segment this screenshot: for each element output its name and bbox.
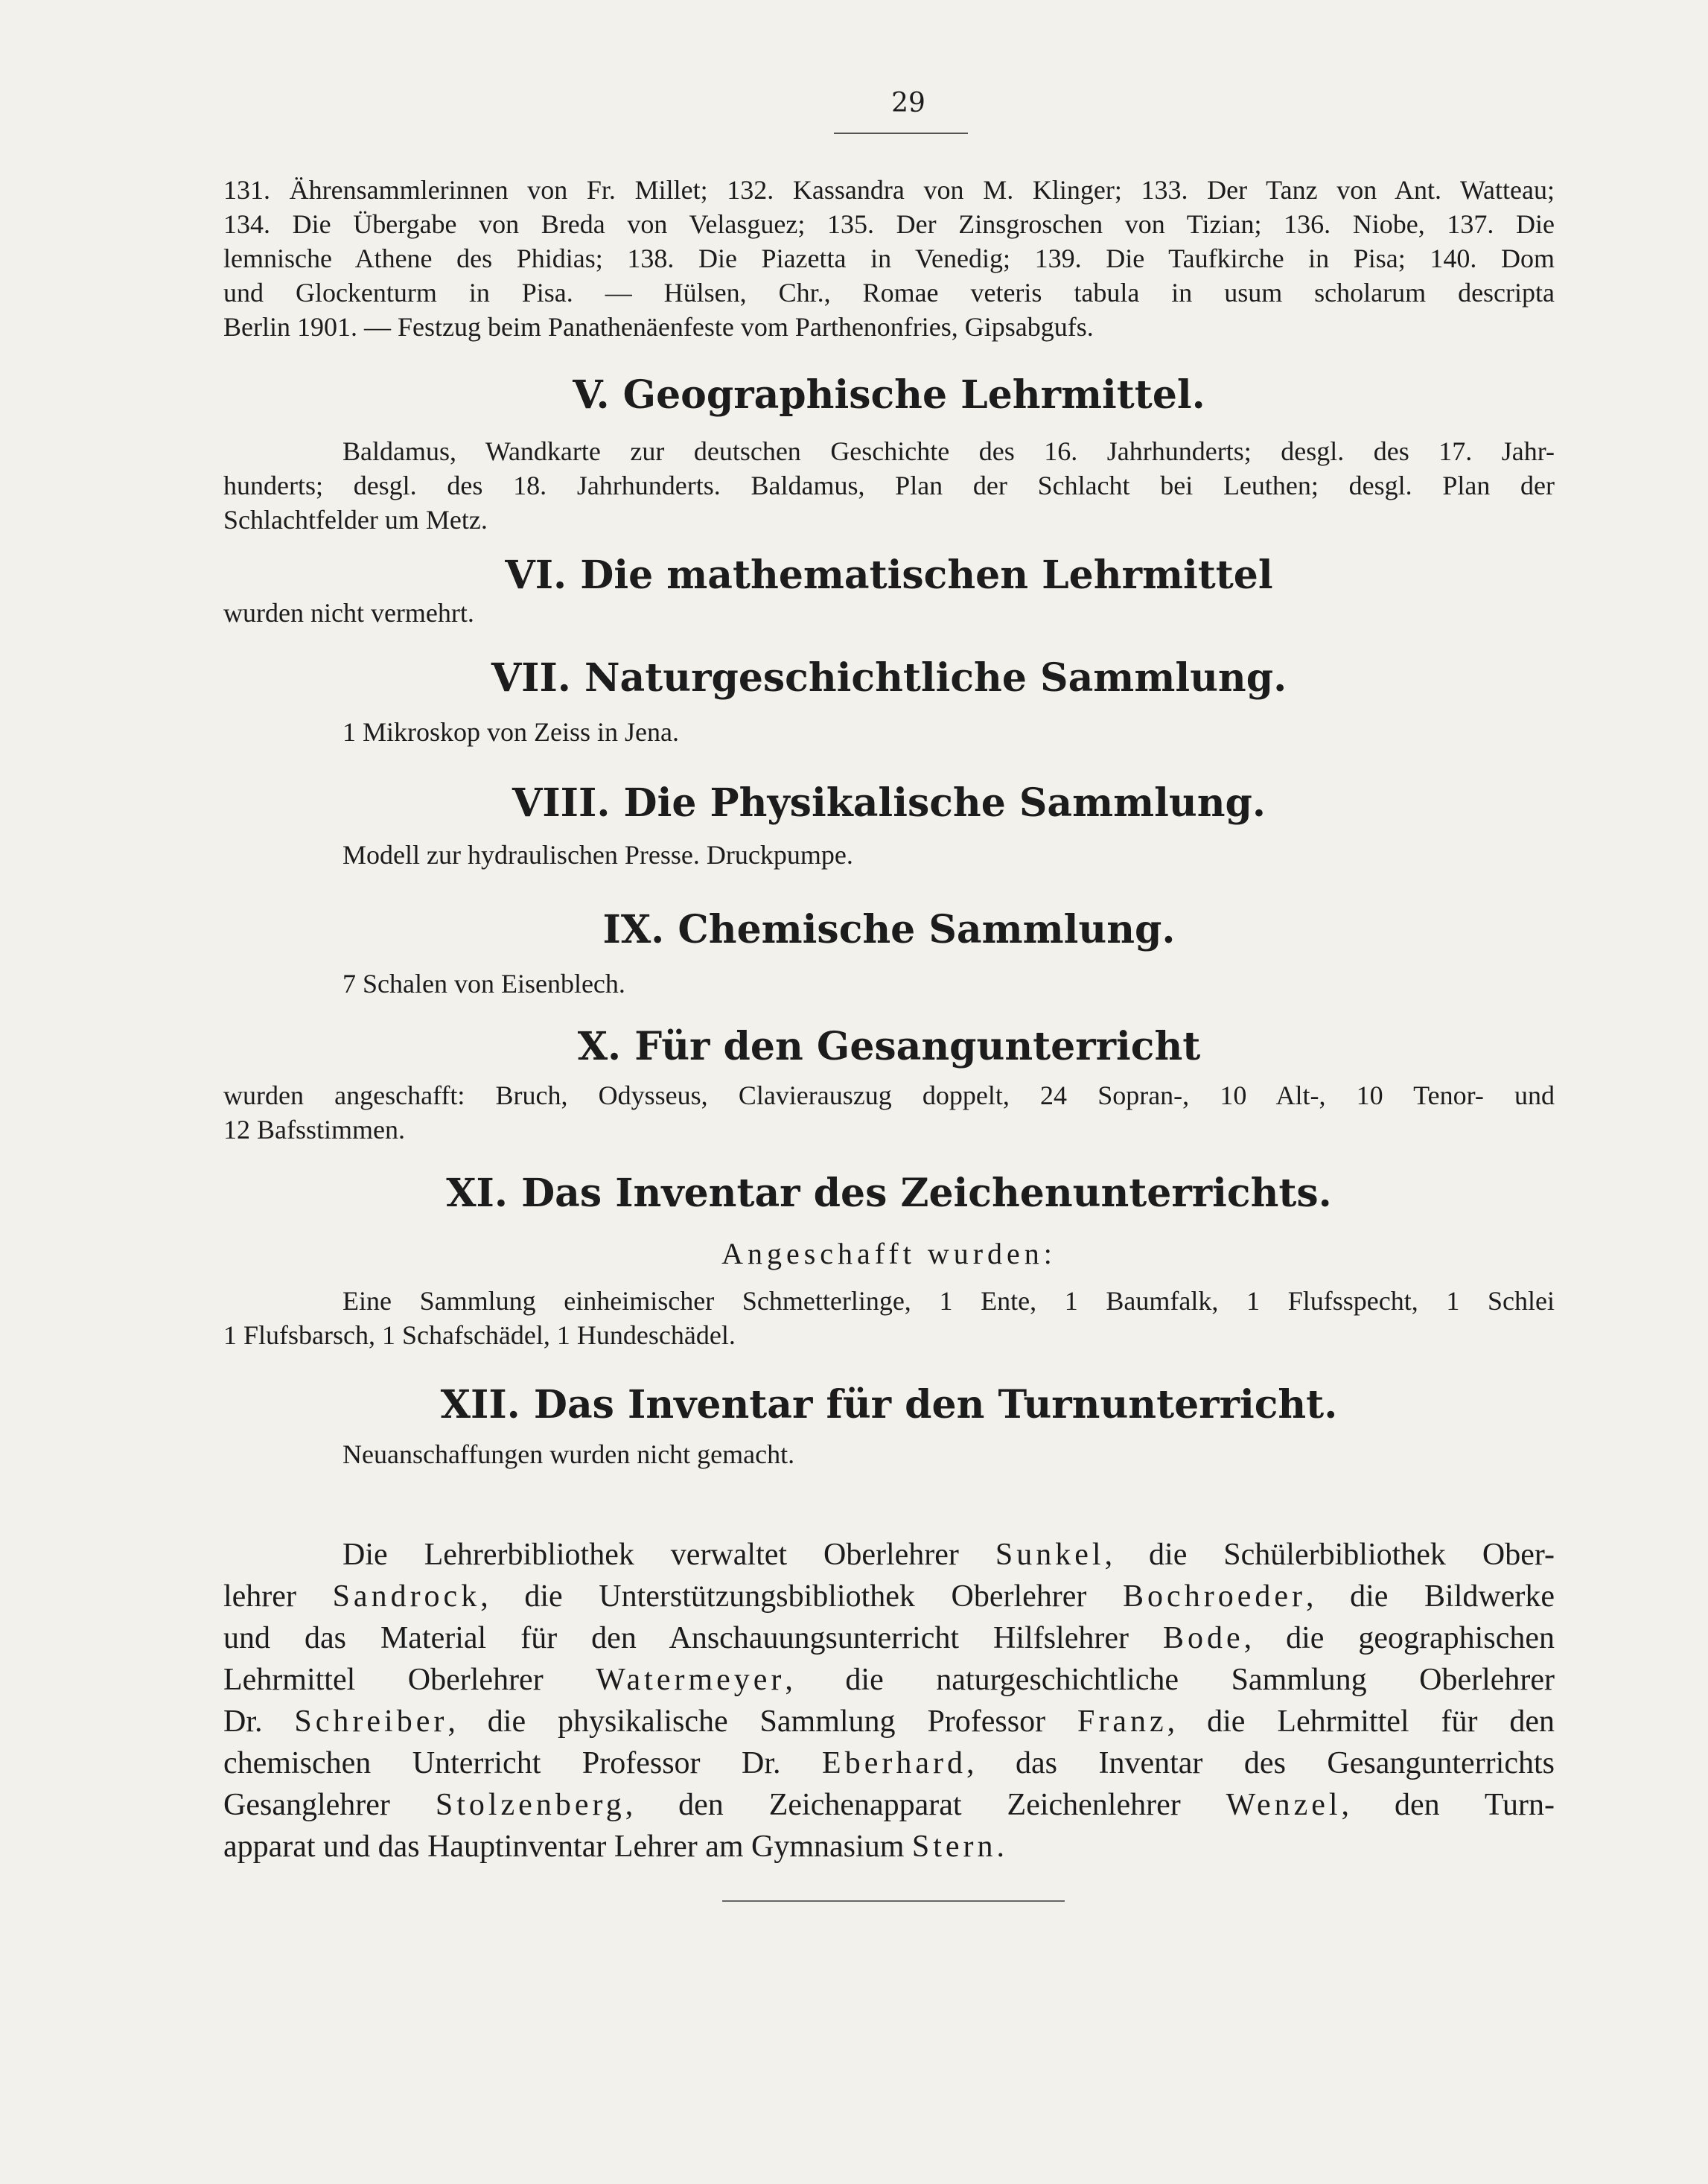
person-name: Stern (911, 1830, 997, 1864)
section-heading-naturgeschichtliche-sammlung: VII. Naturgeschichtliche Sammlung. (491, 655, 1287, 701)
text: , den Zeichenapparat Zeichenlehrer (625, 1788, 1226, 1822)
page-number: 29 (891, 88, 925, 118)
section-heading-mathematische-lehrmittel: VI. Die mathematischen Lehrmittel (505, 553, 1273, 598)
section-heading-gesangunterricht: X. Für den Gesangunterricht (577, 1024, 1201, 1069)
text: , die geographischen (1243, 1621, 1555, 1655)
person-name: Sandrock (332, 1579, 481, 1614)
text: , die Schülerbibliothek Ober- (1104, 1538, 1555, 1572)
section-heading-zeichenunterricht: XI. Das Inventar des Zeichenunterrichts. (446, 1171, 1332, 1216)
closing-line (223, 1826, 1555, 1868)
person-name: Bochroeder (1123, 1579, 1306, 1614)
intro-line: 134. Die Übergabe von Breda von Velasguez; 135. Der Zinsgroschen von Tizian; 136. Niobe, 137. Die (223, 209, 1555, 239)
section-subheading-angeschafft: Angeschafft wurden: (721, 1237, 1057, 1270)
section-body-zeichenunterricht (223, 1284, 1555, 1352)
text: , den Turn- (1341, 1788, 1555, 1822)
text: lehrer (223, 1579, 333, 1614)
section-body-physikalische-sammlung (223, 838, 1555, 872)
closing-line (223, 1617, 1555, 1659)
text: Lehrmittel Oberlehrer (223, 1663, 596, 1697)
section-line: wurden nicht vermehrt. (223, 598, 474, 628)
text: , die Unterstützungsbibliothek Oberlehrer (480, 1579, 1124, 1614)
closing-line (223, 1534, 1555, 1576)
page-number-rule (834, 133, 968, 134)
intro-line: lemnische Athene des Phidias; 138. Die Piazetta in Venedig; 139. Die Taufkirche in Pisa; 140. Dom (223, 243, 1555, 273)
section-heading-physikalische-sammlung: VIII. Die Physikalische Sammlung. (512, 780, 1266, 826)
section-body-gesangunterricht (223, 1078, 1555, 1147)
intro-line: und Glockenturm in Pisa. — Hülsen, Chr., Romae veteris tabula in usum scholarum descripta (223, 278, 1555, 308)
person-name: Stolzenberg (435, 1788, 625, 1822)
section-body-chemische-sammlung (223, 967, 1555, 1001)
closing-line (223, 1742, 1555, 1784)
section-line: wurden angeschafft: Bruch, Odysseus, Clavierauszug doppelt, 24 Sopran-, 10 Alt-, 10 Tenor- und (223, 1080, 1555, 1110)
text: , die naturgeschichtliche Sammlung Oberlehrer (785, 1663, 1555, 1697)
text: . (996, 1830, 1005, 1864)
person-name: Sunkel (995, 1538, 1105, 1572)
text: Dr. (223, 1704, 295, 1739)
closing-line (223, 1576, 1555, 1617)
section-line: 1 Flufsbarsch, 1 Schafschädel, 1 Hundeschädel. (223, 1320, 736, 1350)
person-name: Bode (1162, 1621, 1244, 1655)
closing-rule (722, 1900, 1065, 1902)
section-body-turnunterricht (223, 1437, 1555, 1471)
person-name: Eberhard (822, 1746, 966, 1780)
section-line: 12 Bafsstimmen. (223, 1115, 405, 1144)
text: , das Inventar des Gesangunterrichts (966, 1746, 1555, 1780)
intro-paragraph (223, 173, 1555, 344)
section-heading-geographische-lehrmittel: V. Geographische Lehrmittel. (573, 372, 1205, 418)
closing-line (223, 1701, 1555, 1742)
closing-line (223, 1659, 1555, 1701)
section-line: Eine Sammlung einheimischer Schmetterlinge, 1 Ente, 1 Baumfalk, 1 Flufsspecht, 1 Schlei (342, 1286, 1555, 1316)
person-name: Watermeyer (596, 1663, 786, 1697)
text: apparat und das Hauptinventar Lehrer am Gymnasium (223, 1830, 912, 1864)
section-line: 7 Schalen von Eisenblech. (342, 969, 625, 999)
text: und das Material für den Anschauungsunterricht Hilfslehrer (223, 1621, 1163, 1655)
text: , die Lehrmittel für den (1167, 1704, 1555, 1739)
section-heading-turnunterricht: XII. Das Inventar für den Turnunterricht. (440, 1382, 1338, 1427)
section-body-naturgeschichtliche-sammlung (223, 715, 1555, 749)
text: Die Lehrerbibliothek verwaltet Oberlehrer (342, 1538, 995, 1572)
person-name: Franz (1077, 1704, 1167, 1739)
text: chemischen Unterricht Professor Dr. (223, 1746, 823, 1780)
section-body-mathematische-lehrmittel (223, 596, 1555, 630)
section-line: hunderts; desgl. des 18. Jahrhunderts. Baldamus, Plan der Schlacht bei Leuthen; desgl. Plan der (223, 471, 1555, 500)
section-line: Baldamus, Wandkarte zur deutschen Geschichte des 16. Jahrhunderts; desgl. des 17. Jahr- (342, 436, 1555, 466)
intro-line: Berlin 1901. — Festzug beim Panathenäenfeste vom Parthenonfries, Gipsabgufs. (223, 312, 1094, 342)
section-line: Schlachtfelder um Metz. (223, 505, 488, 535)
intro-line: 131. Ährensammlerinnen von Fr. Millet; 132. Kassandra von M. Klinger; 133. Der Tanz von Ant. Watteau; (223, 175, 1555, 205)
section-body-geographische-lehrmittel (223, 434, 1555, 537)
text: Gesanglehrer (223, 1788, 436, 1822)
text: , die physikalische Sammlung Professor (447, 1704, 1078, 1739)
closing-paragraph (223, 1534, 1555, 1868)
person-name: Wenzel (1226, 1788, 1342, 1822)
section-line: Modell zur hydraulischen Presse. Druckpumpe. (342, 840, 853, 870)
person-name: Schreiber (294, 1704, 448, 1739)
section-heading-chemische-sammlung: IX. Chemische Sammlung. (602, 907, 1176, 952)
section-line: 1 Mikroskop von Zeiss in Jena. (342, 717, 679, 747)
section-line: Neuanschaffungen wurden nicht gemacht. (342, 1439, 795, 1469)
text: , die Bildwerke (1305, 1579, 1555, 1614)
closing-line (223, 1784, 1555, 1826)
